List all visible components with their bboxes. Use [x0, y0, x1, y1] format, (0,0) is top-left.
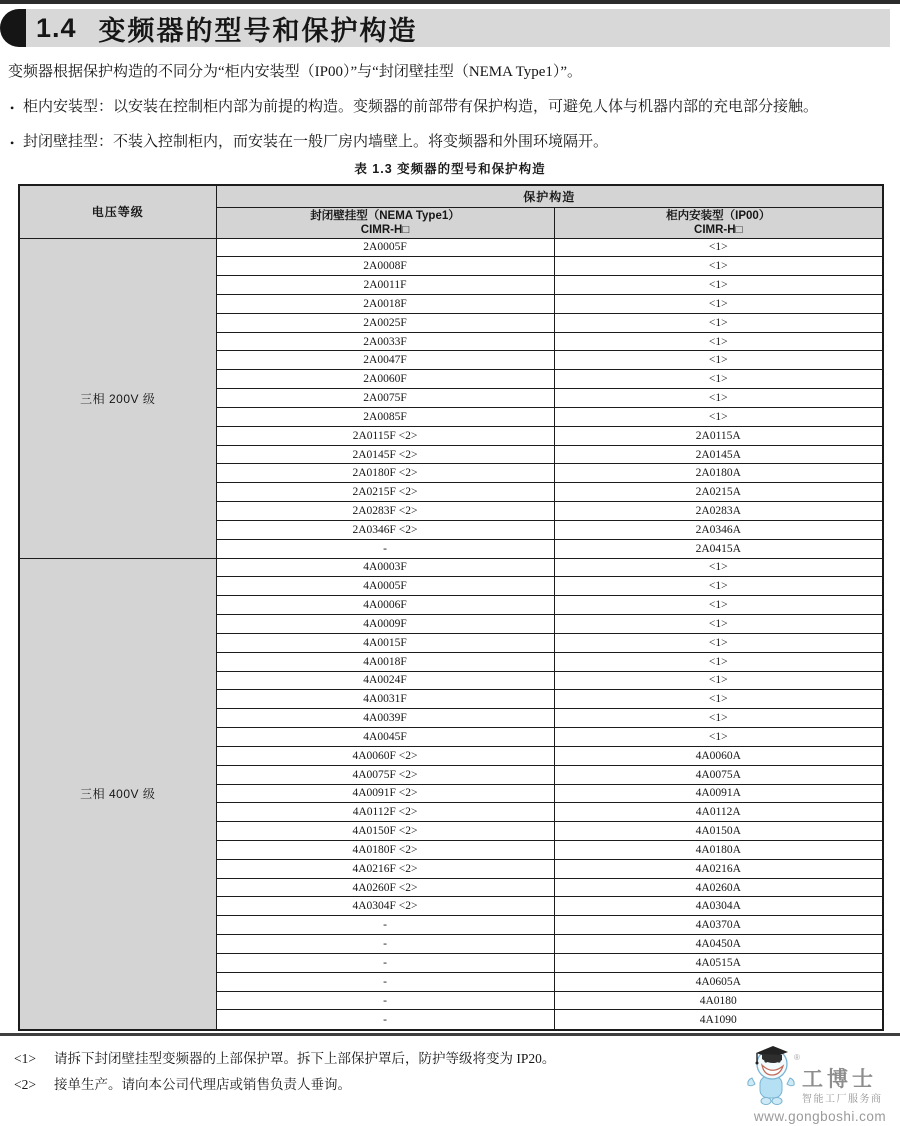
ip00-model-cell: 2A0215A [554, 483, 883, 502]
ip00-model-cell: <1> [554, 633, 883, 652]
nema-model-cell: - [216, 539, 554, 558]
col-header-nema [216, 207, 554, 238]
nema-model-cell: 4A0005F [216, 577, 554, 596]
ip00-model-cell: 4A0075A [554, 765, 883, 784]
gongboshi-mascot-icon [746, 1044, 800, 1106]
ip00-model-cell: <1> [554, 276, 883, 295]
ip00-model-cell: 4A0515A [554, 953, 883, 972]
table-header [19, 185, 883, 238]
footer-rule [0, 1033, 900, 1036]
nema-model-cell: - [216, 916, 554, 935]
bullet-text: 封闭壁挂型：不装入控制柜内，而安装在一般厂房内墙壁上。将变频器和外围环境隔开。 [23, 134, 609, 150]
ip00-model-cell: <1> [554, 389, 883, 408]
ip00-model-cell: 4A0112A [554, 803, 883, 822]
ip00-model-cell: 2A0415A [554, 539, 883, 558]
ip00-model-cell: <1> [554, 558, 883, 577]
ip00-model-cell: <1> [554, 596, 883, 615]
nema-model-cell: 2A0005F [216, 238, 554, 257]
ip00-model-cell: 4A0180A [554, 841, 883, 860]
ip00-model-cell: <1> [554, 690, 883, 709]
nema-model-cell: 4A0015F [216, 633, 554, 652]
nema-model-cell: - [216, 1010, 554, 1030]
nema-model-cell: 2A0180F <2> [216, 464, 554, 483]
ip00-model-cell: <1> [554, 407, 883, 426]
table-row [19, 558, 883, 577]
nema-model-cell: 4A0039F [216, 709, 554, 728]
nema-model-cell: 4A0060F <2> [216, 746, 554, 765]
ip00-model-cell: 2A0180A [554, 464, 883, 483]
ip00-model-cell: 4A1090 [554, 1010, 883, 1030]
gongboshi-logo [746, 1044, 894, 1124]
footnote-marker: <2> [14, 1077, 36, 1092]
bullet-item-wall-type [10, 131, 892, 155]
ip00-model-cell: 2A0283A [554, 502, 883, 521]
ip00-model-cell: <1> [554, 332, 883, 351]
voltage-group-label: 三相 200V 级 [19, 238, 216, 558]
nema-model-cell: 2A0008F [216, 257, 554, 276]
col-header-ip00 [554, 207, 883, 238]
nema-model-cell: - [216, 972, 554, 991]
nema-model-cell: 4A0150F <2> [216, 822, 554, 841]
ip00-model-cell: <1> [554, 709, 883, 728]
bullet-item-cabinet-type [10, 96, 892, 120]
logo-brand-text: 工博士 [802, 1067, 877, 1091]
nema-model-cell: 4A0260F <2> [216, 878, 554, 897]
nema-model-cell: 4A0024F [216, 671, 554, 690]
ip00-model-cell: 4A0150A [554, 822, 883, 841]
nema-model-cell: 2A0060F [216, 370, 554, 389]
nema-model-cell: 2A0033F [216, 332, 554, 351]
nema-model-cell: - [216, 953, 554, 972]
nema-model-cell: 2A0018F [216, 294, 554, 313]
bullet-text: 柜内安装型：以安装在控制柜内部为前提的构造。变频器的前部带有保护构造，可避免人体与机器内部的充电部分接触。 [23, 99, 819, 115]
ip00-model-cell: 2A0346A [554, 520, 883, 539]
nema-model-cell: 4A0045F [216, 728, 554, 747]
col-header-nema-label: 封闭壁挂型（NEMA Type1） [310, 209, 460, 222]
nema-model-cell: 4A0006F [216, 596, 554, 615]
ip00-model-cell: 2A0145A [554, 445, 883, 464]
nema-model-cell: - [216, 935, 554, 954]
nema-model-cell: 4A0112F <2> [216, 803, 554, 822]
footnote-marker: <1> [14, 1051, 36, 1066]
nema-model-cell: 4A0003F [216, 558, 554, 577]
nema-model-cell: 2A0075F [216, 389, 554, 408]
nema-model-cell: 2A0283F <2> [216, 502, 554, 521]
ip00-model-cell: 4A0260A [554, 878, 883, 897]
ip00-model-cell: <1> [554, 671, 883, 690]
col-header-nema-model: CIMR-H□ [360, 223, 410, 236]
ip00-model-cell: 4A0370A [554, 916, 883, 935]
ip00-model-cell: <1> [554, 577, 883, 596]
ip00-model-cell: 4A0180 [554, 991, 883, 1010]
table-row [19, 238, 883, 257]
ip00-model-cell: 4A0091A [554, 784, 883, 803]
bullet-dot-icon: • [10, 101, 15, 115]
nema-model-cell: 2A0115F <2> [216, 426, 554, 445]
top-rule [0, 0, 900, 4]
nema-model-cell: 4A0091F <2> [216, 784, 554, 803]
ip00-model-cell: 4A0216A [554, 859, 883, 878]
col-header-ip00-model: CIMR-H□ [694, 223, 743, 236]
table-caption: 表 1.3 变频器的型号和保护构造 [354, 162, 546, 176]
ip00-model-cell: 4A0450A [554, 935, 883, 954]
nema-model-cell: 2A0047F [216, 351, 554, 370]
nema-model-cell: 2A0145F <2> [216, 445, 554, 464]
ip00-model-cell: 4A0304A [554, 897, 883, 916]
ip00-model-cell: <1> [554, 294, 883, 313]
col-header-voltage: 电压等级 [19, 185, 216, 238]
ip00-model-cell: <1> [554, 238, 883, 257]
ip00-model-cell: <1> [554, 351, 883, 370]
section-header-tab [0, 9, 26, 47]
page-title: 变频器的型号和保护构造 [98, 15, 418, 46]
footnote-text: 接单生产。请向本公司代理店或销售负责人垂询。 [54, 1077, 351, 1092]
nema-model-cell: 4A0304F <2> [216, 897, 554, 916]
logo-url[interactable]: www.gongboshi.com [753, 1109, 887, 1124]
intro-paragraph: 变频器根据保护构造的不同分为“柜内安装型（IP00）”与“封闭壁挂型（NEMA Type1）”。 [8, 64, 583, 80]
voltage-group-label: 三相 400V 级 [19, 558, 216, 1030]
nema-model-cell: 2A0011F [216, 276, 554, 295]
col-header-protection: 保护构造 [216, 185, 883, 207]
ip00-model-cell: 2A0115A [554, 426, 883, 445]
section-header [0, 9, 890, 47]
footnote-text: 请拆下封闭壁挂型变频器的上部保护罩。拆下上部保护罩后，防护等级将变为 IP20。 [54, 1051, 556, 1066]
registered-mark: ® [794, 1053, 800, 1062]
ip00-model-cell: <1> [554, 370, 883, 389]
nema-model-cell: 2A0085F [216, 407, 554, 426]
nema-model-cell: 4A0009F [216, 615, 554, 634]
ip00-model-cell: 4A0605A [554, 972, 883, 991]
nema-model-cell: 2A0346F <2> [216, 520, 554, 539]
nema-model-cell: 2A0025F [216, 313, 554, 332]
nema-model-cell: 4A0031F [216, 690, 554, 709]
ip00-model-cell: <1> [554, 313, 883, 332]
ip00-model-cell: <1> [554, 615, 883, 634]
ip00-model-cell: <1> [554, 728, 883, 747]
model-protection-table [18, 184, 884, 1031]
ip00-model-cell: <1> [554, 257, 883, 276]
nema-model-cell: 4A0075F <2> [216, 765, 554, 784]
nema-model-cell: 4A0018F [216, 652, 554, 671]
ip00-model-cell: <1> [554, 652, 883, 671]
nema-model-cell: 4A0180F <2> [216, 841, 554, 860]
section-number: 1.4 [36, 12, 77, 43]
bullet-dot-icon: • [10, 136, 15, 150]
logo-tagline: 智能工厂服务商 [802, 1094, 883, 1105]
nema-model-cell: 2A0215F <2> [216, 483, 554, 502]
col-header-ip00-label: 柜内安装型（IP00） [666, 209, 771, 222]
nema-model-cell: 4A0216F <2> [216, 859, 554, 878]
ip00-model-cell: 4A0060A [554, 746, 883, 765]
nema-model-cell: - [216, 991, 554, 1010]
table-body [19, 238, 883, 1030]
